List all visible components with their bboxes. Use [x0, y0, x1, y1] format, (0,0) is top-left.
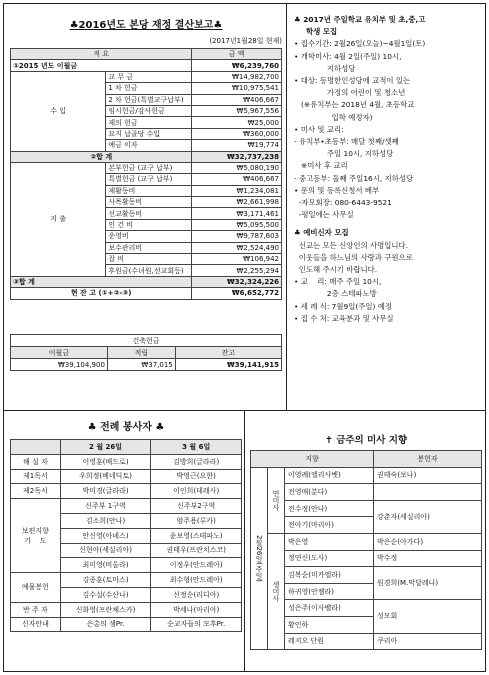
header-item: 적 요: [11, 49, 192, 60]
ministry-section: [10, 414, 242, 632]
expense-amount: ₩106,942: [192, 254, 282, 265]
expense-item: 운영비: [106, 231, 192, 242]
expense-amount: ₩406,667: [192, 174, 282, 185]
expense-amount: ₩2,661,998: [192, 197, 282, 208]
mass-intentions: [250, 414, 482, 650]
ministry-table: [10, 439, 242, 632]
notice-line: • 접수기간: 2월26일(오늘)~4월1일(토): [294, 39, 426, 49]
mass-intention: 레지오 단원: [285, 633, 374, 650]
building-col: 적립: [107, 347, 175, 359]
notice-line: 이웃들을 하느님의 사랑과 구원으로: [294, 252, 413, 262]
expense-item: 후원금(수녀원,선교회등): [106, 265, 192, 276]
notice-line: 지하성당: [294, 63, 356, 73]
expense-rows: [11, 162, 282, 276]
building-val: ₩37,015: [107, 359, 175, 371]
expense-item: 선교활동비: [106, 208, 192, 219]
notice-line: 인도해 주시기 바랍니다.: [294, 265, 378, 275]
notice-line: 입학 예정자): [294, 112, 373, 122]
mass-row: [251, 484, 482, 501]
income-total-row: [11, 151, 282, 162]
finance-title: ♣2016년도 본당 재정 결산보고♣: [69, 20, 223, 31]
mass-row: [251, 500, 482, 517]
notice-line: 가정의 어린이 및 청소년: [294, 88, 406, 98]
mass-header: [251, 451, 482, 468]
mass-intention: 이영례(엘리사벳): [285, 467, 374, 484]
income-total-amount: ₩32,737,238: [192, 151, 282, 162]
ministry-head: [11, 440, 61, 455]
ministry-header: [11, 440, 242, 455]
mass-row: [251, 633, 482, 650]
income-item: 1 차 헌금: [106, 83, 192, 94]
mass-row: [251, 550, 482, 567]
mass-table: [250, 450, 482, 650]
ministry-title: ♣ 전례 봉사자 ♣: [87, 422, 165, 433]
notice-line: - 유치부•초등부: 매달 첫째/셋째: [294, 137, 399, 147]
expense-amount: ₩9,787,603: [192, 231, 282, 242]
ministry-person: 안신영(아녜스): [60, 528, 151, 543]
ministry-row: [11, 469, 242, 484]
mass-intention: 전영매(분다): [285, 484, 374, 501]
finance-report: [10, 10, 282, 300]
column-divider: [286, 4, 287, 410]
income-rows: [11, 71, 282, 151]
ministry-person: 김방희(글라라): [151, 454, 242, 469]
ministry-row: [11, 617, 242, 632]
ministry-role: 제1독서: [11, 469, 61, 484]
income-amount: ₩25,000: [192, 117, 282, 128]
mass-group-label: 연미사: [268, 467, 285, 533]
ministry-person: 박세나(마리아): [151, 602, 242, 617]
notice-line: • 교 리: 매주 주일 10시,: [294, 277, 382, 287]
column-divider-lower: [244, 410, 245, 672]
expense-amount: ₩5,095,500: [192, 219, 282, 230]
income-item: 예금 이자: [106, 140, 192, 151]
mass-row: [251, 567, 482, 584]
ministry-role: 예물봉헌: [11, 573, 61, 603]
notice-line: -자모회장: 080-6443-9521: [294, 198, 392, 208]
mass-date: 2월26일(주일): [251, 467, 268, 650]
notice-line: • 미사 및 교리:: [294, 124, 344, 134]
balance-amount: ₩6,652,772: [192, 288, 282, 299]
mass-intention: 전아기(마리아): [285, 517, 374, 534]
mass-donor: 성모회: [374, 600, 482, 633]
notice-line: • 문의 및 등록신청서 배부: [294, 185, 380, 195]
ministry-person: 엄주용(루카): [151, 513, 242, 528]
mass-donor: [374, 484, 482, 501]
income-row: [11, 71, 282, 82]
notice-line: (※유치부는 2018년 4월, 초등학교: [294, 100, 415, 110]
mass-intention: 하귀영(안젤라): [285, 583, 374, 600]
notice-line: • 대상: 동명한인성당에 교적이 있는: [294, 76, 411, 86]
income-item: 2 차 헌금(특별교구납부): [106, 94, 192, 105]
ministry-person: 최미영(비올라): [60, 558, 151, 573]
mass-head: 지향: [251, 451, 374, 468]
ministry-role: 제2독서: [11, 484, 61, 499]
expense-item: 보수관리비: [106, 242, 192, 253]
building-fund-table: [10, 334, 282, 371]
expense-amount: ₩2,255,294: [192, 265, 282, 276]
expense-item: 사목활동비: [106, 197, 192, 208]
mass-donor: 쿠리아: [374, 633, 482, 650]
notice-line: 주일 10시, 지하성당: [294, 149, 394, 159]
mass-intention: 박은영: [285, 533, 374, 550]
income-amount: ₩406,667: [192, 94, 282, 105]
mass-intention: 황인하: [285, 616, 374, 633]
ministry-person: 이정우(안드레아): [151, 558, 242, 573]
ministry-row: [11, 484, 242, 499]
notice-line: 2층 스테파노방: [294, 289, 377, 299]
ministry-person: 김소희(안나): [60, 513, 151, 528]
expense-total-label: ③합 계: [11, 276, 192, 287]
expense-label: 지 출: [11, 162, 106, 276]
income-item: 임시헌금/감사헌금: [106, 105, 192, 116]
mass-donor: 박수정: [374, 550, 482, 567]
building-val: ₩39,141,915: [175, 359, 281, 371]
building-col: 잔고: [175, 347, 281, 359]
expense-amount: ₩2,524,490: [192, 242, 282, 253]
income-amount: ₩10,975,541: [192, 83, 282, 94]
expense-item: 본부헌금 (교구 납부): [106, 162, 192, 173]
sunday-school-title-2: 학생 모집: [306, 27, 338, 37]
notice-line: 선교는 모든 신앙인의 사명입니다.: [294, 240, 409, 250]
ministry-person: 최수형(안드레아): [151, 573, 242, 588]
income-amount: ₩14,982,700: [192, 71, 282, 82]
mass-intention: 전수정(안나): [285, 500, 374, 517]
expense-total-row: [11, 276, 282, 287]
expense-item: 잡 비: [106, 254, 192, 265]
catechumen-details: [294, 240, 482, 325]
expense-amount: ₩3,171,461: [192, 208, 282, 219]
mass-rows: [251, 467, 482, 650]
income-item: 묘지 납골당 수입: [106, 128, 192, 139]
ministry-role: 보편지향 기 도: [11, 499, 61, 573]
expense-amount: ₩1,234,081: [192, 185, 282, 196]
building-val: ₩39,104,900: [11, 359, 108, 371]
mass-intention: 김복순(미카엘라): [285, 567, 374, 584]
expense-item: 특별헌금 (교구 납부): [106, 174, 192, 185]
income-amount: ₩360,000: [192, 128, 282, 139]
header-amount: 금 액: [192, 49, 282, 60]
mass-donor: 원경희(M.막달레나): [374, 567, 482, 600]
notice-line: -평일에는 사무실: [294, 210, 354, 220]
ministry-row: [11, 499, 242, 514]
carryover-label: ①2015 년도 이월금: [11, 60, 192, 71]
building-col: 이월금: [11, 347, 108, 359]
income-item: 교 무 금: [106, 71, 192, 82]
expense-item: 인 건 비: [106, 219, 192, 230]
ministry-role: 해 설 자: [11, 454, 61, 469]
income-amount: ₩19,774: [192, 140, 282, 151]
sunday-school-details: [294, 38, 482, 221]
notice-line: ※미사 후 교리: [294, 161, 348, 171]
income-item: 제의 헌금: [106, 117, 192, 128]
mass-donor: 권태숙(보나): [374, 467, 482, 484]
notice-line: • 개학미사: 4월 2일(주일) 10시,: [294, 51, 402, 61]
ministry-row: [11, 454, 242, 469]
ministry-person: 신화영(프란체스카): [60, 602, 151, 617]
notice-line: - 중고등부: 둘째 주일16시, 지하성당: [294, 173, 414, 183]
balance-label: 현 잔 고 (①+②-③): [11, 288, 192, 299]
mass-donor: 박은순(아가다): [374, 533, 482, 550]
mass-row: [251, 533, 482, 550]
income-label: 수 입: [11, 71, 106, 151]
ministry-person: 박영근(요한): [151, 469, 242, 484]
ministry-person: 김종훈(토마스): [60, 573, 151, 588]
ministry-person: 박미경(글라라): [60, 484, 151, 499]
carryover-row: [11, 60, 282, 71]
ministry-person: 신주부2구역: [151, 499, 242, 514]
mass-group-label: 생미사: [268, 533, 285, 649]
expense-row: [11, 162, 282, 173]
ministry-person: 은총의 샘Pr.: [60, 617, 151, 632]
ministry-role: 신자안내: [11, 617, 61, 632]
ministry-person: 이인희(데레사): [151, 484, 242, 499]
ministry-person: 우희정(베네딕토): [60, 469, 151, 484]
building-fund-title: 건축헌금: [11, 335, 282, 347]
balance-row: [11, 288, 282, 299]
ministry-person: 신현아(세실리아): [60, 543, 151, 558]
ministry-person: 순교자들의 모후Pr.: [151, 617, 242, 632]
ministry-person: 윤보영(스테파노): [151, 528, 242, 543]
income-total-label: ②합 계: [11, 151, 192, 162]
ministry-person: 신주부 1구역: [60, 499, 151, 514]
finance-table: [10, 48, 282, 300]
ministry-person: 권태우(프란치스코): [151, 543, 242, 558]
income-amount: ₩5,967,556: [192, 105, 282, 116]
mass-row: [251, 600, 482, 617]
mass-row: [251, 467, 482, 484]
mass-intention: 성은주(이사벨라): [285, 600, 374, 617]
expense-total-amount: ₩32,324,226: [192, 276, 282, 287]
ministry-role: 반 주 자: [11, 602, 61, 617]
mass-title: ✝ 금주의 미사 지향: [324, 435, 408, 446]
ministry-row: [11, 602, 242, 617]
ministry-rows: [11, 454, 242, 632]
finance-date: (2017년1월28일 현재): [209, 37, 282, 45]
mass-head: 봉헌자: [374, 451, 482, 468]
ministry-row: [11, 573, 242, 588]
ministry-person: 이영훈(베드로): [60, 454, 151, 469]
mass-intention: 정연신(도사): [285, 550, 374, 567]
catechumen-title: ♣ 예비신자 모집: [294, 228, 349, 238]
expense-amount: ₩5,080,190: [192, 162, 282, 173]
building-fund: [10, 334, 282, 371]
ministry-head: 2 월 26일: [60, 440, 151, 455]
sunday-school-title: ♣ 2017년 주일학교 유치부 및 초,중,고: [294, 15, 426, 24]
expense-item: 제활동비: [106, 185, 192, 196]
ministry-person: 신정순(리디아): [151, 587, 242, 602]
notice-line: • 접 수 처: 교육분과 및 사무실: [294, 313, 394, 323]
carryover-amount: ₩6,239,760: [192, 60, 282, 71]
notice-line: • 세 례 식: 7월9일(주일) 예정: [294, 301, 393, 311]
ministry-person: 김수실(수산나): [60, 587, 151, 602]
bulletin-page: [3, 3, 486, 672]
mass-donor: 강춘자(세실리아): [374, 500, 482, 533]
notice-panel: [294, 14, 482, 325]
finance-header-row: [11, 49, 282, 60]
ministry-head: 3 월 6일: [151, 440, 242, 455]
